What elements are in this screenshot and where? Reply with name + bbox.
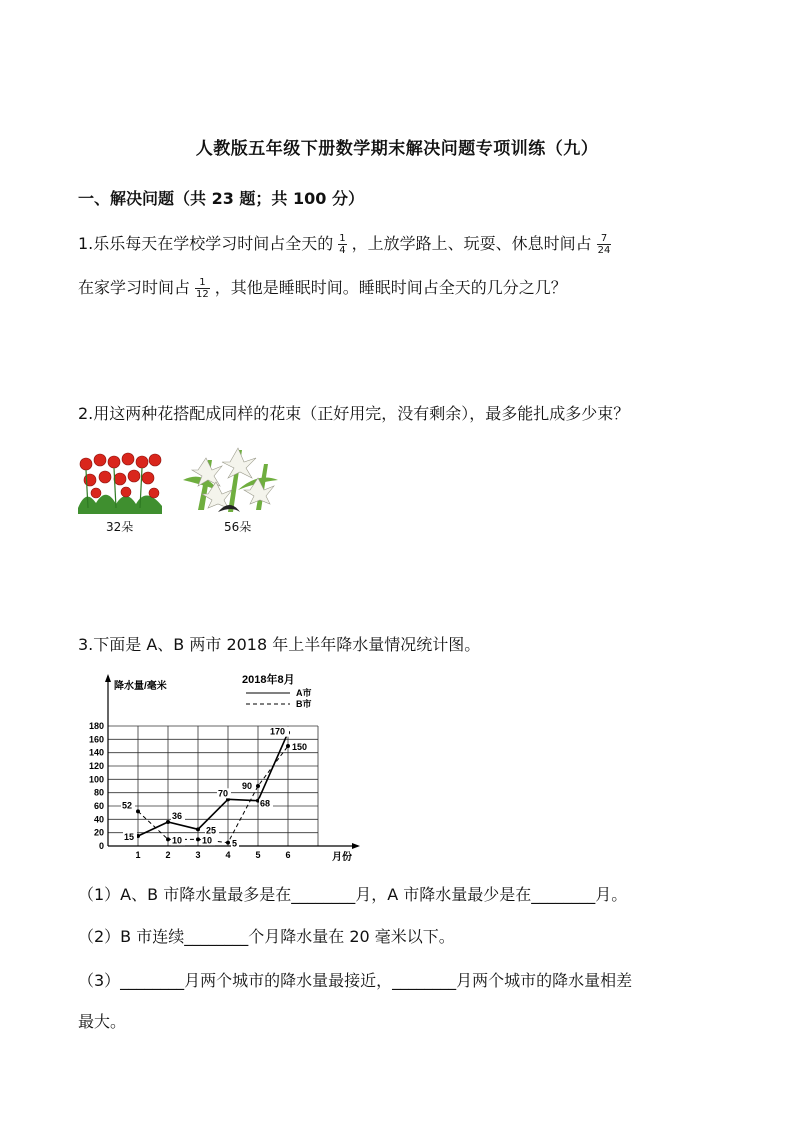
data-label: 90 [242,781,253,791]
red-flowers-image [76,448,164,514]
q1-text-part2: ，上放学路上、玩耍、休息时间占 [351,234,592,253]
data-point [196,837,200,841]
data-point [226,841,230,845]
y-tick-label: 0 [98,841,104,851]
data-point [136,809,140,813]
data-label: 15 [124,832,135,842]
fraction-denominator: 12 [196,289,209,300]
x-tick-label: 4 [225,850,231,860]
data-label: 150 [292,742,308,752]
data-label: 170 [270,726,286,737]
legend-label: B市 [296,699,312,709]
q1-text-part1: 1.乐乐每天在学校学习时间占全天的 [78,234,334,253]
x-tick-label: 5 [255,850,261,860]
y-tick-label: 140 [88,747,104,758]
fraction-numerator: 1 [199,277,206,288]
data-point [166,837,170,841]
data-label: 70 [218,788,229,799]
data-point [166,820,170,824]
x-axis-label: 月份 [332,852,352,863]
y-tick-label: 20 [93,827,104,838]
caption-red-flowers: 32朵 [106,520,134,534]
data-label: 52 [122,800,133,811]
q1-fraction-3 [195,277,210,300]
x-tick-label: 6 [285,850,291,860]
data-label: 5 [232,838,238,849]
section-heading: 一、解决问题（共 23 题；共 100 分） [78,189,364,208]
q1-fraction-2 [597,233,612,256]
q3-sub2: （2）B 市连续________个月降水量在 20 毫米以下。 [78,927,455,946]
q3-text: 3.下面是 A、B 两市 2018 年上半年降水量情况统计图。 [78,635,481,654]
chart-ticks [89,721,291,860]
q1-fraction-1 [338,233,346,256]
y-tick-label: 80 [93,787,104,798]
q1-line2 [78,275,567,300]
y-axis-label: 降水量/毫米 [114,681,167,692]
fraction-numerator: 1 [339,233,346,244]
data-label: 10 [172,835,183,846]
y-tick-label: 180 [88,721,104,731]
q1-text-part3: 在家学习时间占 [78,278,191,297]
data-point [196,827,200,831]
q2-text: 2.用这两种花搭配成同样的花束（正好用完，没有剩余），最多能扎成多少束？ [78,404,630,423]
data-label: 25 [206,825,217,836]
series-line-a [138,733,288,836]
data-label: 68 [260,798,271,809]
page-title: 人教版五年级下册数学期末解决问题专项训练（九） [195,139,599,159]
y-tick-label: 40 [93,814,104,825]
fraction-numerator: 7 [600,233,608,244]
chart-axes [105,674,360,849]
caption-lilies: 56朵 [224,520,252,534]
y-axis-arrow [105,674,111,682]
rainfall-line-chart [78,668,378,868]
fraction-denominator: 24 [597,245,611,256]
q3-sub3-line1: （3）________月两个城市的降水量最接近，________月两个城市的降水量相差 [78,971,633,990]
y-tick-label: 100 [88,774,104,785]
x-tick-label: 3 [195,850,201,860]
q1-text-part4: ，其他是睡眠时间。睡眠时间占全天的几分之几？ [214,278,567,297]
x-tick-label: 2 [165,850,171,860]
legend-label: A市 [296,688,312,698]
x-tick-label: 1 [135,850,141,860]
data-label: 10 [202,835,213,846]
chart-series [121,727,311,849]
y-tick-label: 160 [88,734,104,745]
data-point [286,744,290,748]
x-axis-arrow [352,843,360,849]
chart-title: 2018年8月 [242,674,295,686]
q3-sub1: （1）A、B 市降水量最多是在________月，A 市降水量最少是在________月。 [78,885,628,904]
fraction-denominator: 4 [339,245,346,256]
q1-line1 [78,231,616,256]
data-label: 36 [172,811,183,821]
y-tick-label: 60 [93,801,104,811]
q3-sub3-line2: 最大。 [78,1012,127,1031]
chart-legend [246,687,312,709]
data-point [256,784,260,788]
y-tick-label: 120 [88,761,104,771]
lilies-image [178,440,284,516]
